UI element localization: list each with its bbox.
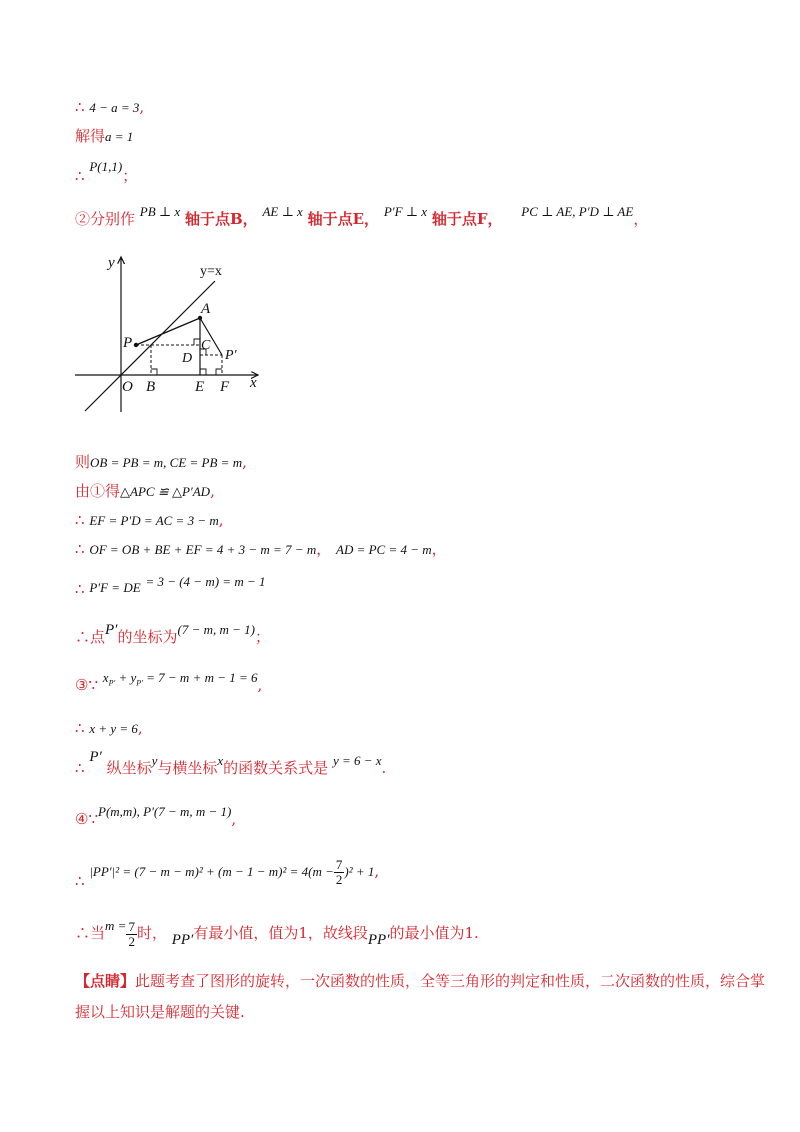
math-expr: (7 − m, m − 1) xyxy=(177,622,255,637)
therefore-symbol: ∴ xyxy=(75,167,85,185)
label-y-axis: y xyxy=(108,255,115,271)
text: 与横坐标 xyxy=(157,759,218,777)
punct: , xyxy=(231,810,237,828)
math-expr: AE ⊥ x xyxy=(262,204,303,219)
subscript: P′ xyxy=(108,678,116,688)
label-p: P xyxy=(123,335,133,351)
step-line-6 xyxy=(75,482,215,500)
math-expr: |PP′|² = (7 − m − m)² + (m − 1 − m)² = 4 xyxy=(89,864,309,880)
label-p-prime: P′ xyxy=(225,348,237,363)
punct: , xyxy=(137,719,143,737)
math-expr: P′ xyxy=(105,622,118,638)
math-expr: △APC ≌ △P′AD xyxy=(120,484,211,499)
step-line-7 xyxy=(75,511,224,529)
step-line-4 xyxy=(75,204,649,228)
math-expr: a = 1 xyxy=(105,129,134,144)
frac-num: 7 xyxy=(335,857,343,872)
therefore-symbol: ∴ xyxy=(75,719,85,737)
text: 由①得 xyxy=(75,482,121,500)
therefore-symbol: ∴ xyxy=(75,872,85,891)
punct: , xyxy=(210,482,215,500)
text: 纵坐标 xyxy=(106,759,152,777)
math-expr: y = 6 − x xyxy=(332,753,382,768)
point-p xyxy=(134,343,138,347)
math-expr: PC ⊥ AE, P′D ⊥ AE xyxy=(521,204,634,219)
comment-line-2 xyxy=(75,1003,245,1021)
text: 轴于点F， xyxy=(431,210,503,228)
label-c: C xyxy=(201,338,211,353)
math-expr: x xyxy=(217,753,224,768)
text: ④∵ xyxy=(75,810,98,828)
text: 解得 xyxy=(75,127,106,145)
right-angle-f xyxy=(216,369,222,375)
step-line-9 xyxy=(75,572,266,598)
right-angle-b xyxy=(151,369,157,375)
label-x-axis: x xyxy=(250,375,257,391)
math-expr: y xyxy=(151,753,158,768)
text: 时， xyxy=(136,924,167,943)
label-o: O xyxy=(122,379,133,395)
right-angle-e xyxy=(200,369,206,375)
step-line-10 xyxy=(75,622,270,647)
math-expr: P′ xyxy=(89,749,102,765)
comment-text: 握以上知识是解题的关键. xyxy=(75,1003,245,1021)
step-line-15 xyxy=(75,857,380,891)
text: 则 xyxy=(75,453,91,471)
text: 轴于点B， xyxy=(184,210,258,228)
punct: ， xyxy=(633,210,649,228)
text: ∴当 xyxy=(75,924,106,943)
punct: , xyxy=(257,676,263,694)
comment-line-1 xyxy=(75,972,765,990)
text: 轴于点E， xyxy=(307,210,380,228)
step-line-16 xyxy=(75,920,479,948)
step-line-14 xyxy=(75,804,237,828)
step-line-5 xyxy=(75,453,247,471)
segment-pa xyxy=(136,318,200,345)
math-expr: P′F ⊥ x xyxy=(383,204,428,219)
math-part: + y xyxy=(115,670,137,685)
punct: . xyxy=(381,759,387,777)
fraction-seven-halves xyxy=(334,858,345,886)
label-b: B xyxy=(146,379,156,395)
punct: ； xyxy=(122,167,138,185)
punct: , xyxy=(218,511,224,529)
punct: , xyxy=(374,862,380,881)
text: ②分别作 xyxy=(75,210,136,228)
therefore-symbol: ∴ xyxy=(75,511,85,529)
label-d: D xyxy=(182,351,193,366)
step-line-13 xyxy=(75,749,387,778)
comment-tag: 【点睛】 xyxy=(75,972,136,990)
label-a: A xyxy=(201,301,211,317)
step-line-1 xyxy=(75,98,144,116)
therefore-symbol: ∴ xyxy=(75,98,85,116)
text: 有最小值，值为1，故线段 xyxy=(193,924,368,943)
therefore-symbol: ∴ xyxy=(75,580,85,598)
text: 的最小值为1. xyxy=(389,924,479,943)
math-expr: EF = P′D = AC = 3 − m xyxy=(89,513,219,528)
math-expr: P′F = DE xyxy=(89,580,141,595)
frac-den: 2 xyxy=(335,871,343,887)
math-expr: OB = PB = m, CE = PB = m xyxy=(90,455,243,470)
label-line: y=x xyxy=(200,264,222,279)
comment-text: 此题考查了图形的旋转，一次函数的性质，全等三角形的判定和性质，二次函数的性质，综合掌 xyxy=(135,972,766,990)
math-expr: PB ⊥ x xyxy=(139,204,181,219)
math-expr xyxy=(102,670,258,688)
math-expr: PP′ xyxy=(367,932,390,949)
text: 的函数关系式是 xyxy=(223,759,329,777)
math-expr: m = xyxy=(105,918,127,934)
math-expr: P(1,1) xyxy=(89,159,123,174)
frac-den: 2 xyxy=(128,933,135,949)
right-angle-c xyxy=(194,339,200,345)
math-expr: OF = OB + BE + EF = 4 + 3 − m = 7 − m xyxy=(89,542,317,557)
math-expr: x + y = 6 xyxy=(89,721,138,736)
math-expr: AD = PC = 4 − m xyxy=(336,542,432,557)
punct: ， xyxy=(316,540,332,558)
punct: ； xyxy=(254,628,270,646)
math-expr: PP′ xyxy=(171,932,194,949)
punct: , xyxy=(139,98,145,116)
label-e: E xyxy=(195,379,205,395)
math-part: = 7 − m + m − 1 = 6 xyxy=(142,670,258,685)
therefore-symbol: ∴ xyxy=(75,759,85,777)
text: 的坐标为 xyxy=(117,628,178,646)
step-line-3 xyxy=(75,157,138,185)
math-expr: = 3 − (4 − m) = m − 1 xyxy=(145,574,266,589)
math-expr: (m − xyxy=(308,864,334,880)
subscript: P′ xyxy=(136,678,143,688)
punct: , xyxy=(242,453,247,471)
math-expr: 4 − a = 3 xyxy=(89,100,140,115)
step-line-2 xyxy=(75,127,133,145)
math-expr: P(m,m), P′(7 − m, m − 1) xyxy=(98,804,232,819)
frac-num: 7 xyxy=(128,919,135,934)
step-line-12 xyxy=(75,719,143,737)
math-part: x xyxy=(102,670,109,685)
therefore-symbol: ∴ xyxy=(75,540,85,558)
text: ∴点 xyxy=(75,628,106,646)
label-f: F xyxy=(220,379,230,395)
step-line-8 xyxy=(75,540,447,558)
geometry-figure xyxy=(70,245,270,415)
math-expr: )² + 1 xyxy=(344,864,375,880)
fraction-seven-halves xyxy=(126,920,137,948)
text: ③∵ xyxy=(75,676,98,694)
step-line-11 xyxy=(75,670,263,696)
punct: ， xyxy=(431,540,447,558)
